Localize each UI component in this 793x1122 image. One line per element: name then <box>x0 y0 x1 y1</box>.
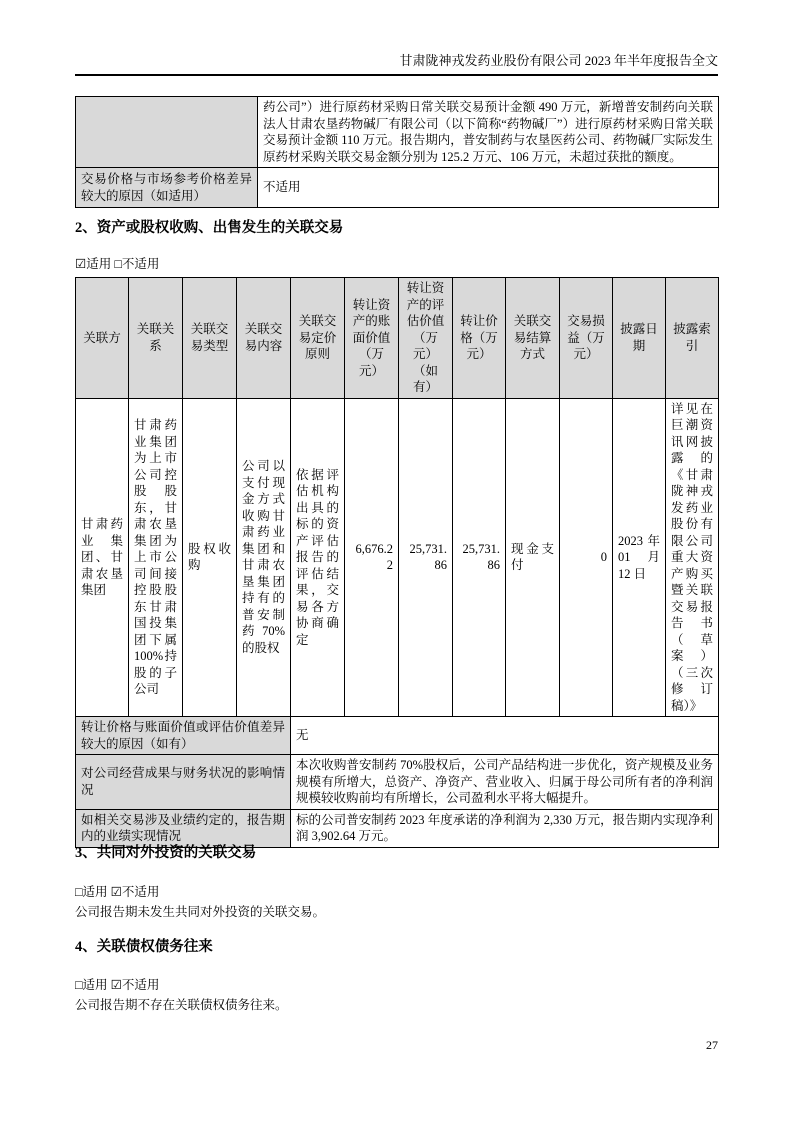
cell-transfer-price: 25,731.86 <box>453 398 506 717</box>
cell-disclosure-index: 详见在巨潮资讯网披露的《甘肃陇神戎发药业股份有限公司重大资产购买暨关联交易报告书（草案）（三次修订稿）》 <box>666 398 719 717</box>
cell-related-party: 甘肃药业集团、甘肃农垦集团 <box>76 398 129 717</box>
cell-settlement-method: 现金支付 <box>506 398 560 717</box>
page-header <box>75 52 718 76</box>
performance-commitment-value: 标的公司普安制药 2023 年度承诺的净利润为 2,330 万元，报告期内实现净利润 3,902.64 万元。 <box>291 809 719 847</box>
cell-relationship: 甘肃药业集团为上市公司控股股东，甘肃农垦集团为上市公司间接控股股东甘肃国投集团下属100%持股的子公司 <box>129 398 183 717</box>
impact-on-company-label: 对公司经营成果与财务状况的影响情况 <box>76 755 291 810</box>
table-row <box>76 717 719 755</box>
col-header-relationship: 关联关系 <box>129 278 183 399</box>
col-header-book-value: 转让资产的账面价值（万元） <box>345 278 399 399</box>
col-header-transaction-content: 关联交易内容 <box>237 278 291 399</box>
value-difference-reason-label: 转让价格与账面价值或评估价值差异较大的原因（如有） <box>76 717 291 755</box>
col-header-transaction-type: 关联交易类型 <box>183 278 237 399</box>
col-header-transaction-gain-loss: 交易损益（万元） <box>560 278 613 399</box>
table-header-row <box>76 278 719 399</box>
table-data-row <box>76 398 719 717</box>
performance-commitment-label: 如相关交易涉及业绩约定的，报告期内的业绩实现情况 <box>76 809 291 847</box>
continuation-text-cell: 药公司”）进行原药材采购日常关联交易预计金额 490 万元，新增普安制药向关联法人甘肃农垦药物碱厂有限公司（以下简称“药物碱厂”）进行原药材采购日常关联交易预计金额 110 万元。报告期内，普安制药与农垦医药公司、药物碱厂实际发生原药材采购关联交易金额分别为 125.2 万元、106 万元，未超过获批的额度。 <box>258 97 719 168</box>
section-4-body: 公司报告期不存在关联债权债务往来。 <box>75 998 288 1012</box>
section-4-heading: 4、关联债权债务往来 <box>75 939 213 955</box>
value-difference-reason-value: 无 <box>291 717 719 755</box>
price-difference-reason-label: 交易价格与市场参考价格差异较大的原因（如适用） <box>76 168 258 208</box>
cell-disclosure-date: 2023 年 01 月 12 日 <box>613 398 666 717</box>
daily-related-transactions-table <box>75 96 719 208</box>
col-header-related-party: 关联方 <box>76 278 129 399</box>
section-3-applicability: □适用 ☑不适用 <box>75 885 160 899</box>
table-row <box>76 97 719 168</box>
col-header-disclosure-index: 披露索引 <box>666 278 719 399</box>
asset-equity-acquisition-table <box>75 277 719 848</box>
price-difference-reason-value: 不适用 <box>258 168 719 208</box>
col-header-appraised-value: 转让资产的评估价值（万元）（如有） <box>399 278 453 399</box>
cell-book-value: 6,676.22 <box>345 398 399 717</box>
cell-transaction-gain-loss: 0 <box>560 398 613 717</box>
section-4-applicability: □适用 ☑不适用 <box>75 978 160 992</box>
empty-label-cell <box>76 97 258 168</box>
header-title: 甘肃陇神戎发药业股份有限公司 2023 年半年度报告全文 <box>399 53 718 68</box>
col-header-disclosure-date: 披露日期 <box>613 278 666 399</box>
table-row <box>76 809 719 847</box>
table-row <box>76 168 719 208</box>
cell-transaction-content: 公司以支付现金方式收购甘肃药业集团和甘肃农垦集团持有的普安制药 70%的股权 <box>237 398 291 717</box>
col-header-pricing-principle: 关联交易定价原则 <box>291 278 345 399</box>
page-number: 27 <box>706 1038 718 1052</box>
col-header-transfer-price: 转让价格（万元） <box>453 278 506 399</box>
table-row <box>76 755 719 810</box>
cell-transaction-type: 股权收购 <box>183 398 237 717</box>
cell-pricing-principle: 依据评估机构出具的标的资产评估报告的评估结果，交易各方协商确定 <box>291 398 345 717</box>
section-2-heading: 2、资产或股权收购、出售发生的关联交易 <box>75 220 344 236</box>
impact-on-company-value: 本次收购普安制药 70%股权后，公司产品结构进一步优化，资产规模及业务规模有所增大，总资产、净资产、营业收入、归属于母公司所有者的净利润规模较收购前均有所增长，公司盈利水平将大幅提升。 <box>291 755 719 810</box>
cell-appraised-value: 25,731.86 <box>399 398 453 717</box>
section-3-body: 公司报告期未发生共同对外投资的关联交易。 <box>75 905 326 919</box>
col-header-settlement-method: 关联交易结算方式 <box>506 278 560 399</box>
section-3-heading: 3、共同对外投资的关联交易 <box>75 845 257 861</box>
section-2-applicability: ☑适用 □不适用 <box>75 257 160 271</box>
